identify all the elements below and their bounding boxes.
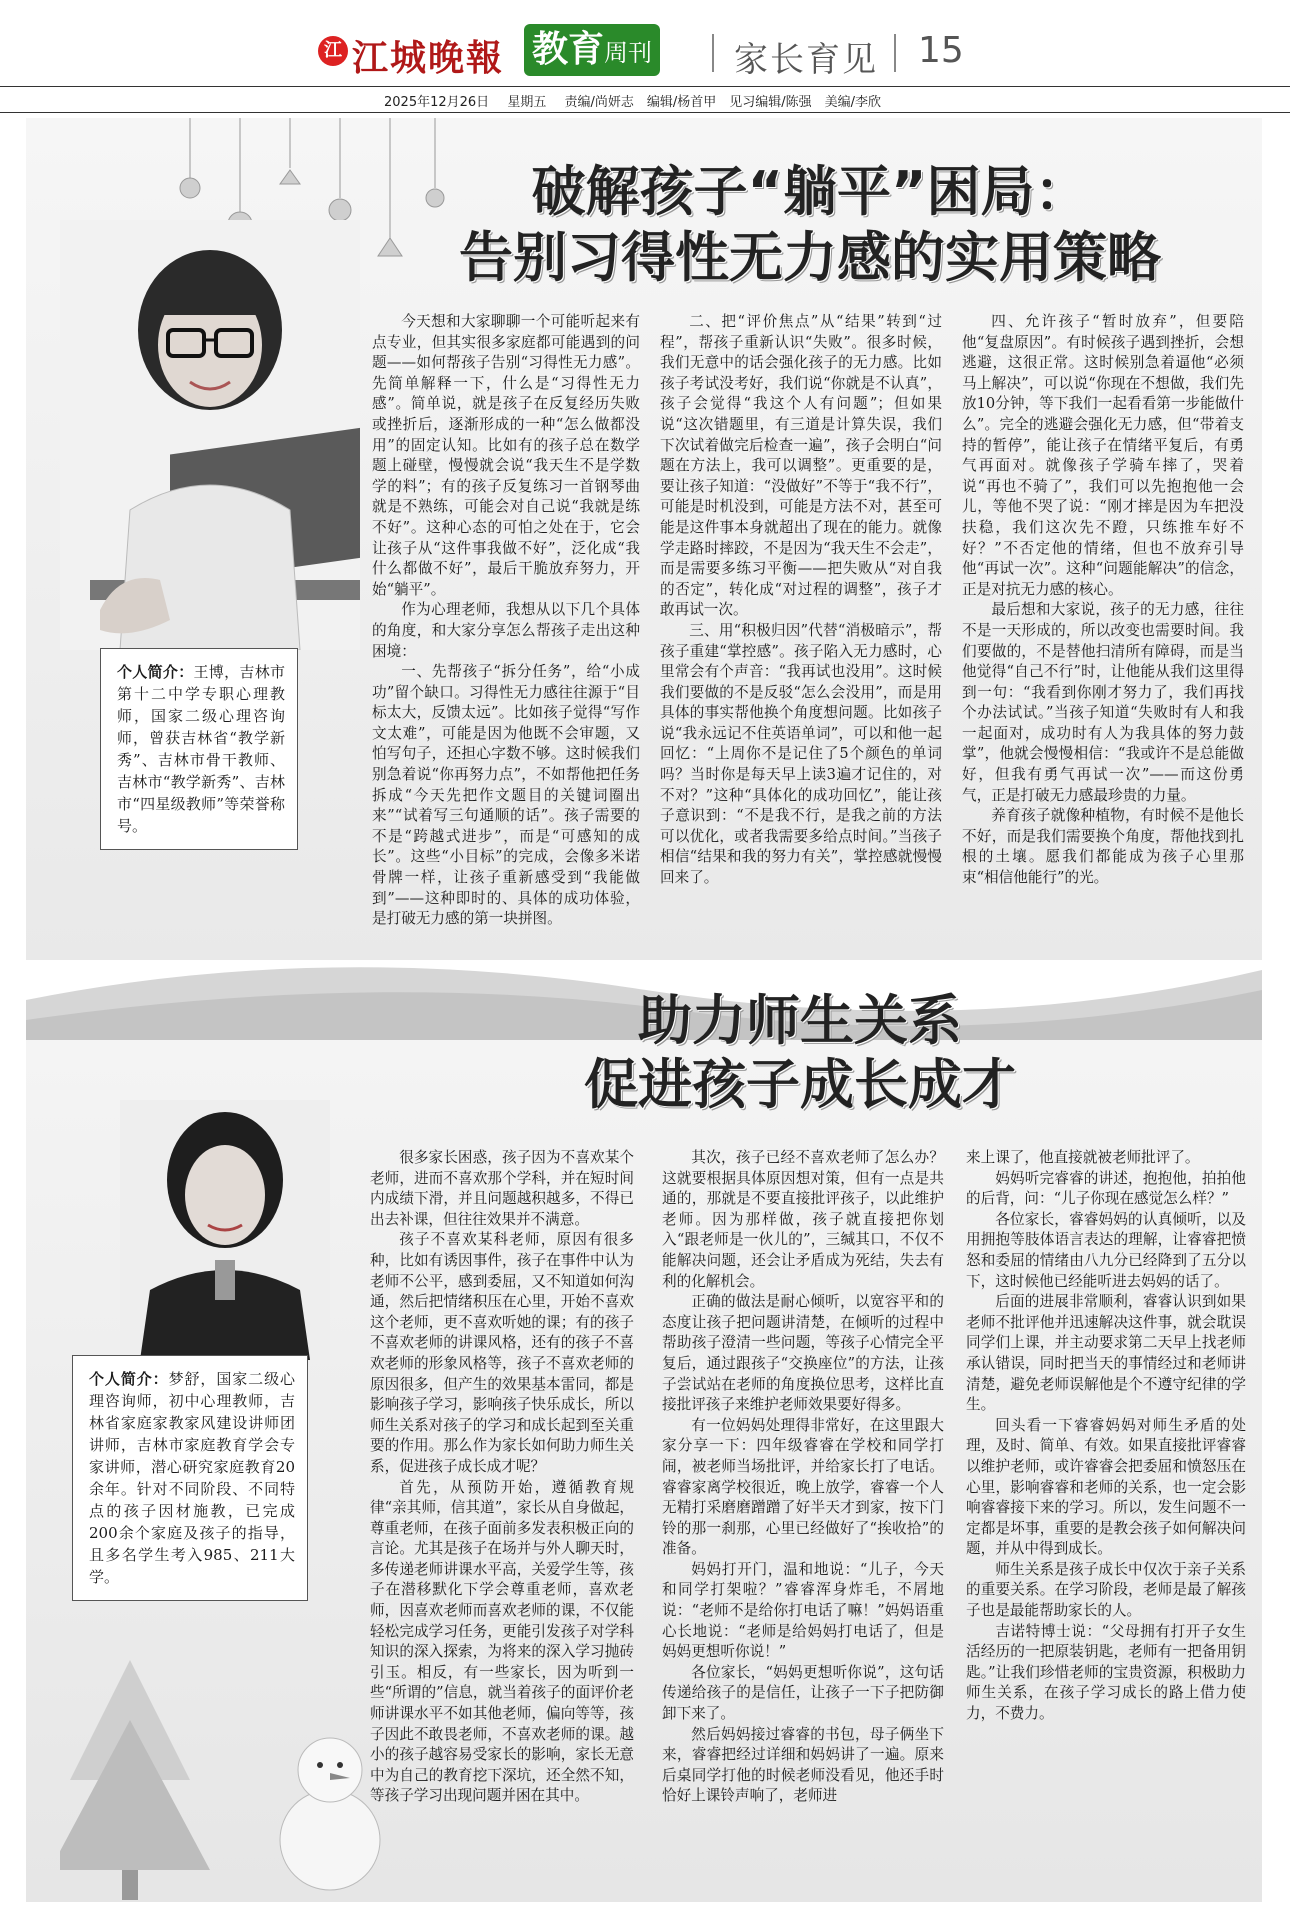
newspaper-logo-icon: 江 [318,36,348,66]
article-1-title-line-1: 破解孩子“躺平”困局： [531,160,1089,223]
paragraph: 后面的进展非常顺利，睿睿认识到如果老师不批评他并迅速解决这件事，就会耽误同学们上课，并主动要求第二天早上找老师承认错误，同时把当天的事情经过和老师讲清楚，避免老师误解他是个不遵守纪律的学生。 [966,1293,1246,1414]
bio-text: 王博，吉林市第十二中学专职心理教师，国家二级心理咨询师，曾获吉林省“教学新秀”、吉林市骨干教师、吉林市“教学新秀”、吉林市“四星级教师”等荣誉称号。 [117,663,285,835]
section-name: 家长育见 [734,40,878,80]
article-2-column-3 [966,1148,1246,1890]
article-2-column-2 [662,1148,944,1890]
paragraph: 然后妈妈接过睿睿的书包，母子俩坐下来，睿睿把经过详细和妈妈讲了一遍。原来后桌同学打他的时候老师没看见，他还手时恰好上课铃声响了，老师进 [662,1725,944,1805]
article-1-column-2 [660,312,942,944]
paragraph: 很多家长困惑，孩子因为不喜欢某个老师，进而不喜欢那个学科，并在短时间内成绩下滑，并且问题越积越多，不得已出去补课，但往往效果并不满意。 [370,1149,634,1228]
weekly-badge [524,24,660,76]
paragraph: 四、允许孩子“暂时放弃”，但要陪他“复盘原因”。有时候孩子遇到挫折，会想逃避，这很正常。这时候别急着逼他“必须马上解决”，可以说“你现在不想做，我们先放10分钟，等下我们一起看看第一步能做什么”。完全的逃避会强化无力感，但“带着支持的暂停”，能让孩子在情绪平复后，有勇气再面对。就像孩子学骑车摔了，哭着说“再也不骑了”，我们可以先抱抱他一会儿，等他不哭了说：“刚才摔是因为车把没扶稳，我们这次先不蹬，只练推车好不好？”不否定他的情绪，但也不放弃引导他“再试一次”。这种“问题能解决”的信念，正是对抗无力感的核心。 [962,313,1244,598]
paragraph: 来上课了，他直接就被老师批评了。 [966,1149,1200,1166]
bio-label: 个人简介： [117,663,194,681]
article-2-title-line-1: 助力师生关系 [638,989,962,1052]
article-1-column-1 [372,312,640,944]
paragraph: 孩子不喜欢某科老师，原因有很多种，比如有诱因事件，孩子在事件中认为老师不公平，感到委屈，又不知道如何沟通，然后把情绪积压在心里，开始不喜欢这个老师，更不喜欢听她的课；有的孩子不喜欢老师的讲课风格，还有的孩子不喜欢老师的形象风格等，孩子不喜欢老师的原因很多，但产生的效果基本雷同，都是影响孩子学习，影响孩子快乐成长，所以师生关系对孩子的学习和成长起到至关重要的作用。那么作为家长如何助力师生关系，促进孩子成长成才呢？ [370,1231,634,1475]
divider [712,34,714,72]
article-2-column-1 [370,1148,634,1890]
winter-decoration [60,1640,390,1910]
header-rule [0,86,1290,87]
weekly-main-label: 教育 [532,29,605,70]
paragraph: 作为心理老师，我想从以下几个具体的角度，和大家分享怎么帮孩子走出这种困境： [372,601,640,660]
divider [894,34,896,72]
issue-weekday: 星期五 [507,95,547,110]
dateline [384,91,895,110]
paragraph: 师生关系是孩子成长中仅次于亲子关系的重要关系。在学习阶段，老师是最了解孩子也是最能帮助家长的人。 [966,1560,1246,1620]
newspaper-name: 江城晚報 [352,37,505,79]
article-2-title-line-2: 促进孩子成长成才 [584,1053,1016,1116]
paragraph: 妈妈打开门，温和地说：“儿子，今天和同学打架啦？”睿睿浑身炸毛，不屑地说：“老师不是给你打电话了嘛！”妈妈语重心长地说：“老师是给妈妈打电话了，但是妈妈更想听你说！” [662,1560,944,1661]
paragraph: 妈妈听完睿睿的讲述，抱抱他，拍拍他的后背，问：“儿子你现在感觉怎么样？” [966,1169,1246,1208]
paragraph: 最后想和大家说，孩子的无力感，往往不是一天形成的，所以改变也需要时间。我们要做的，不是替他扫清所有障碍，而是当他觉得“自己不行”时，让他能从我们这里得到一句：“我看到你刚才努力了，我们再找个办法试试。”当孩子知道“失败时有人和我一起面对，成功时有人为我具体的努力鼓掌”，他就会慢慢相信：“我或许不是总能做好，但我有勇气再试一次”——而这份勇气，正是打破无力感最珍贵的力量。 [962,601,1244,804]
paragraph: 一、先帮孩子“拆分任务”，给“小成功”留个缺口。习得性无力感往往源于“目标太大，反馈太远”。比如孩子觉得“写作文太难”，可能是因为他既不会审题，又怕写句子，还担心字数不够。这时候我们别急着说“你再努力点”，不如帮他把任务拆成“今天先把作文题目的关键词圈出来”“试着写三句通顺的话”。孩子需要的不是“跨越式进步”，而是“可感知的成长”。这些“小目标”的完成，会像多米诺骨牌一样，让孩子重新感受到“我能做到”——这种即时的、具体的成功体验，是打破无力感的第一块拼图。 [372,663,640,928]
paragraph: 三、用“积极归因”代替“消极暗示”，帮孩子重建“掌控感”。孩子陷入无力感时，心里常会有个声音：“我再试也没用”。这时候我们要做的不是反驳“怎么会没用”，而是用具体的事实帮他换个角度想问题。比如孩子说“我永远记不住英语单词”，可以和他一起回忆：“上周你不是记住了5个颜色的单词吗？当时你是每天早上读3遍才记住的，对不对？”这种“具体化的成功回忆”，能让孩子意识到：“不是我不行，是我之前的方法可以优化，或者我需要多给点时间。”当孩子相信“结果和我的努力有关”，掌控感就慢慢回来了。 [660,621,942,887]
bio-text: 梦舒，国家二级心理咨询师，初中心理教师，吉林省家庭家教家风建设讲师团讲师，吉林市家庭教育学会专家讲师，潜心研究家庭教育20余年。针对不同阶段、不同特点的孩子因材施教，已完成200余个家庭及孩子的指导，且多名学生考入985、211大学。 [89,1370,295,1586]
article-1-title-line-2: 告别习得性无力感的实用策略 [459,226,1161,289]
header-rule [0,112,1290,113]
paragraph: 回头看一下睿睿妈妈对师生矛盾的处理，及时、简单、有效。如果直接批评睿睿以维护老师，或许睿睿会把委屈和愤怒压在心里，影响睿睿和老师的关系，也一定会影响睿睿接下来的学习。所以，发生问题不一定都是坏事，重要的是教会孩子如何解决问题，并从中得到成长。 [966,1416,1246,1558]
article-1-column-3 [962,312,1244,944]
paragraph: 各位家长，睿睿妈妈的认真倾听，以及用拥抱等肢体语言表达的理解，让睿睿把愤怒和委屈的情绪由八九分已经降到了五分以下，这时候他已经能听进去妈妈的话了。 [966,1210,1246,1290]
author-bio-box [72,1355,308,1601]
paragraph: 各位家长，“妈妈更想听你说”，这句话传递给孩子的是信任，让孩子一下子把防御卸下来了。 [662,1663,944,1723]
author-photo [60,220,360,650]
paragraph: 其次，孩子已经不喜欢老师了怎么办？这就要根据具体原因想对策，但有一点是共通的，那就是不要直接批评孩子，以此维护老师。因为那样做，孩子就直接把你划入“跟老师是一伙儿的”，三缄其口，不仅不能解决问题，还会让矛盾成为死结，失去有利的化解机会。 [662,1149,944,1290]
paragraph: 首先，从预防开始，遵循教育规律“亲其师，信其道”，家长从自身做起，尊重老师，在孩子面前多发表积极正向的言论。尤其是孩子在场并与外人聊天时，多传递老师讲课水平高，关爱学生等，孩子在潜移默化下学会尊重老师，喜欢老师，因喜欢老师而喜欢老师的课，不仅能轻松完成学习任务，更能引发孩子对学科知识的深入探索，为将来的深入学习抛砖引玉。相反，有一些家长，因为听到一些“所谓的”信息，就当着孩子的面评价老师讲课水平不如其他老师，偏向等等，孩子因此不敢畏老师，不喜欢老师的课。越小的孩子越容易受家长的影响，家长无意中为自己的教育挖下深坑，还全然不知，等孩子学习出现问题并困在其中。 [370,1478,634,1805]
editor-credits: 责编/尚妍志 编辑/杨首甲 见习编辑/陈强 美编/李欣 [564,95,881,110]
author-photo [120,1100,330,1360]
bio-label: 个人简介： [89,1370,169,1388]
paragraph: 今天想和大家聊聊一个可能听起来有点专业，但其实很多家庭都可能遇到的问题——如何帮孩子告别“习得性无力感”。先简单解释一下，什么是“习得性无力感”。简单说，就是孩子在反复经历失败或挫折后，逐渐形成的一种“怎么做都没用”的固定认知。比如有的孩子总在数学题上碰壁，慢慢就会说“我天生不是学数学的料”；有的孩子反复练习一首钢琴曲就是不熟练，可能会对自己说“我就是练不好”。这种心态的可怕之处在于，它会让孩子从“这件事我做不好”，泛化成“我什么都做不好”，最后干脆放弃努力，开始“躺平”。 [372,313,640,598]
paragraph: 养育孩子就像种植物，有时候不是他长不好，而是我们需要换个角度，帮他找到扎根的土壤。愿我们都能成为孩子心里那束“相信他能行”的光。 [962,807,1244,887]
masthead [0,0,1290,86]
paragraph: 正确的做法是耐心倾听，以宽容平和的态度让孩子把问题讲清楚，在倾听的过程中帮助孩子澄清一些问题，等孩子心情完全平复后，通过跟孩子“交换座位”的方法，让孩子尝试站在老师的角度换位思考，这样比直接批评孩子来维护老师效果要好得多。 [662,1293,944,1414]
paragraph: 二、把“评价焦点”从“结果”转到“过程”，帮孩子重新认识“失败”。很多时候，我们无意中的话会强化孩子的无力感。比如孩子考试没考好，我们说“你就是不认真”，孩子会觉得“我这个人有问题”；但如果说“这次错题里，有三道是计算失误，我们下次试着做完后检查一遍”，孩子会明白“问题在方法上，我可以调整”。更重要的是，要让孩子知道：“没做好”不等于“我不行”，可能是时机没到，可能是方法不对，甚至可能是这件事本身就超出了现在的能力。就像学走路时摔跤，不是因为“我天生不会走”，而是需要多练习平衡——把失败从“对自我的否定”，转化成“对过程的调整”，孩子才敢再试一次。 [660,313,942,619]
paragraph: 有一位妈妈处理得非常好，在这里跟大家分享一下：四年级睿睿在学校和同学打闹，被老师当场批评，并给家长打了电话。睿睿家离学校很近，晚上放学，睿睿一个人无精打采磨磨蹭蹭了好半天才到家，按下门铃的那一刹那，心里已经做好了“挨收拾”的准备。 [662,1416,944,1558]
page-number: 15 [918,30,964,71]
author-bio-box [100,648,298,850]
issue-date: 2025年12月26日 [384,95,490,110]
paragraph: 吉诺特博士说：“父母拥有打开子女生活经历的一把原装钥匙，老师有一把备用钥匙。”让我们珍惜老师的宝贵资源，积极助力师生关系，在孩子学习成长的路上借力使力，不费力。 [966,1622,1246,1723]
weekly-sub-label: 周刊 [604,39,653,67]
